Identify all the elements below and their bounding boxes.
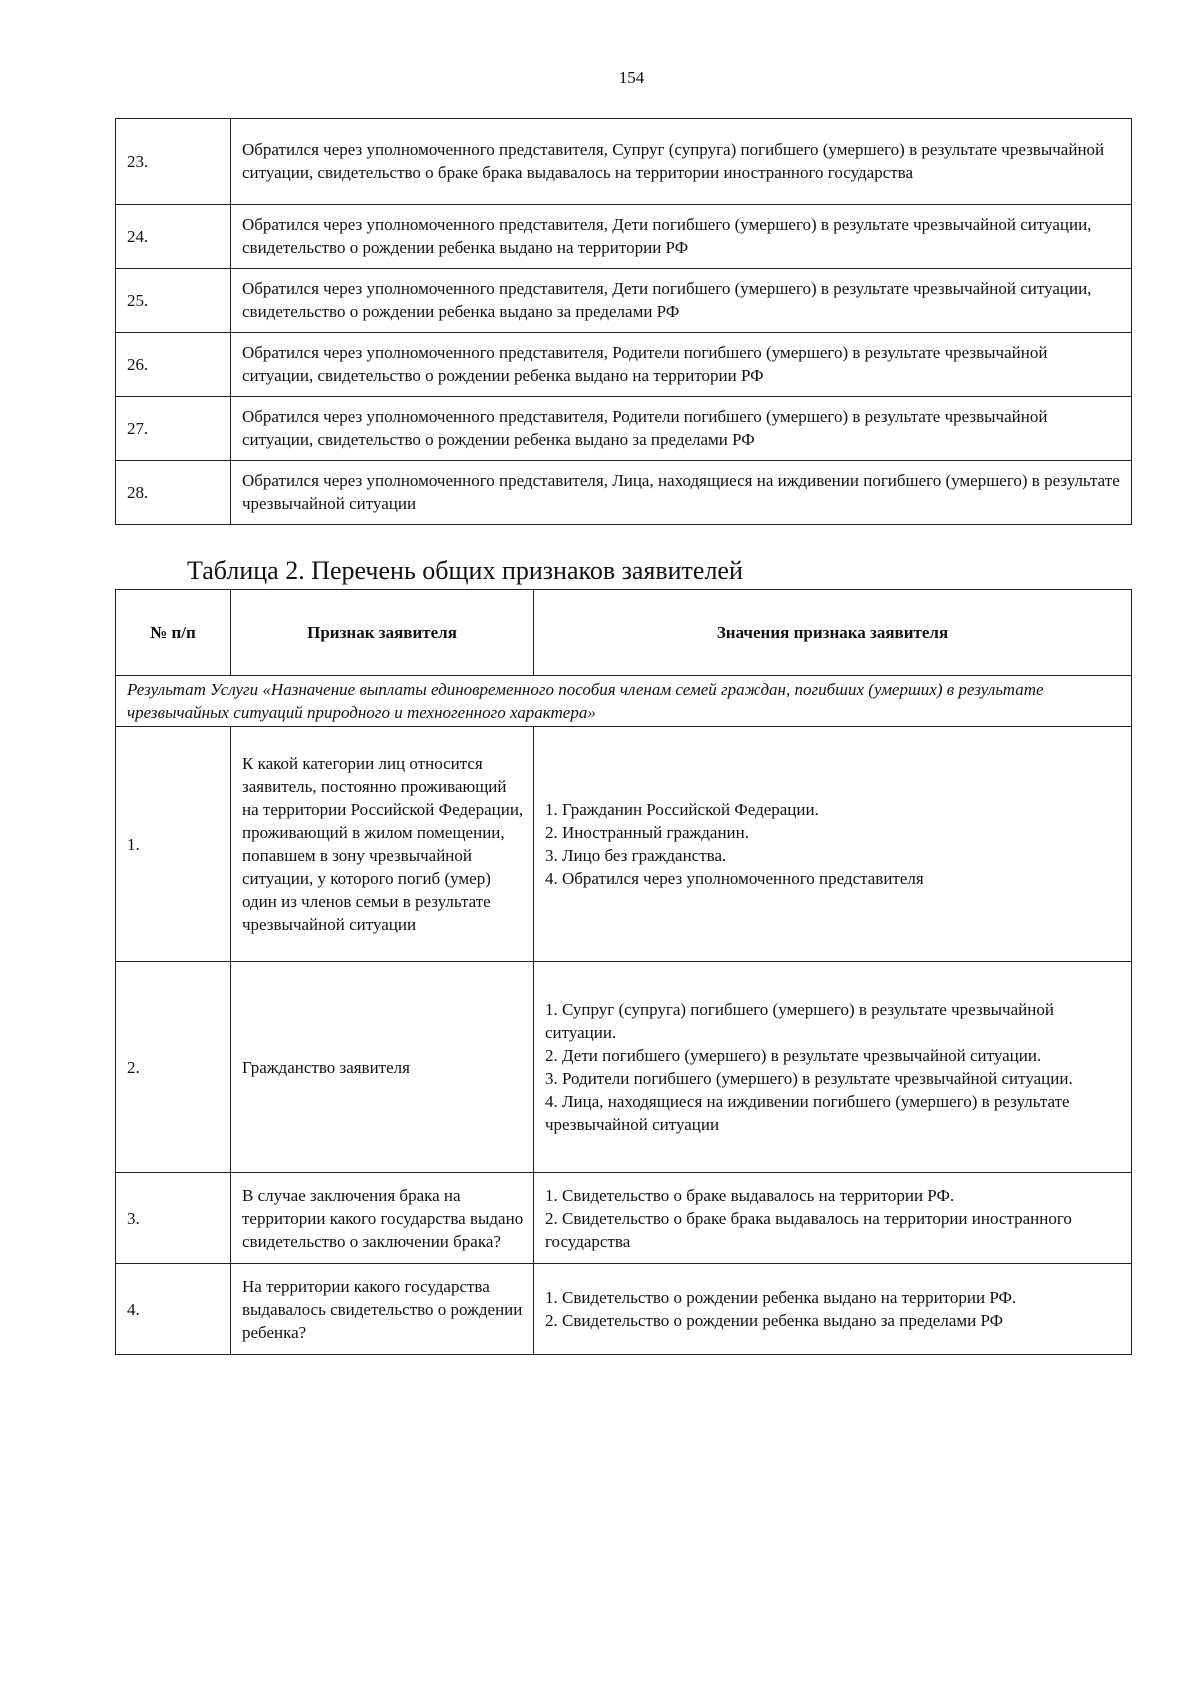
- row-text: Обратился через уполномоченного представителя, Родители погибшего (умершего) в результате чрезвычайной ситуации, свидетельство о рождении ребенка выдано на территории РФ: [231, 333, 1132, 397]
- value-item: 2. Свидетельство о браке брака выдавалось на территории иностранного государства: [545, 1208, 1072, 1251]
- applicant-features-table: [115, 589, 1132, 1355]
- row-text: Обратился через уполномоченного представителя, Дети погибшего (умершего) в результате чрезвычайной ситуации, свидетельство о рождении ребенка выдано на территории РФ: [231, 205, 1132, 269]
- row-text: Обратился через уполномоченного представителя, Родители погибшего (умершего) в результате чрезвычайной ситуации, свидетельство о рождении ребенка выдано за пределами РФ: [231, 397, 1132, 461]
- row-text: Обратился через уполномоченного представителя, Лица, находящиеся на иждивении погибшего (умершего) в результате чрезвычайной ситуации: [231, 461, 1132, 525]
- table-row: [116, 962, 1132, 1173]
- row-number: 23.: [116, 119, 231, 205]
- feature-values: [534, 1264, 1132, 1355]
- table-row: [116, 205, 1132, 269]
- table-row: [116, 119, 1132, 205]
- page-number: 154: [618, 68, 645, 87]
- continuation-table: [115, 118, 1132, 525]
- table-header-row: [116, 590, 1132, 676]
- row-number: 27.: [116, 397, 231, 461]
- value-item: 1. Гражданин Российской Федерации.: [545, 800, 819, 819]
- table-row: [116, 333, 1132, 397]
- value-item: 1. Свидетельство о браке выдавалось на территории РФ.: [545, 1185, 955, 1205]
- feature-text: К какой категории лиц относится заявитель, постоянно проживающий на территории Российской Федерации, проживающий в жилом помещении, попавшем в зону чрезвычайной ситуации, у которого погиб (умер) один из членов семьи в результате чрезвычайной ситуации: [231, 727, 534, 962]
- row-number: 28.: [116, 461, 231, 525]
- column-header-values: Значения признака заявителя: [534, 590, 1132, 676]
- value-item: 2. Свидетельство о рождении ребенка выдано за пределами РФ: [545, 1311, 1004, 1330]
- value-item: 3. Лицо без гражданства.: [545, 846, 727, 865]
- row-number: 26.: [116, 333, 231, 397]
- value-item: 2. Дети погибшего (умершего) в результате чрезвычайной ситуации.: [545, 1046, 1042, 1065]
- row-text: Обратился через уполномоченного представителя, Супруг (супруга) погибшего (умершего) в результате чрезвычайной ситуации, свидетельство о браке брака выдавалось на территории иностранного государства: [231, 119, 1132, 205]
- row-number: 24.: [116, 205, 231, 269]
- feature-text: В случае заключения брака на территории какого государства выдано свидетельство о заключении брака?: [231, 1173, 534, 1264]
- row-number: 4.: [116, 1264, 231, 1355]
- table-row: [116, 461, 1132, 525]
- value-item: 1. Свидетельство о рождении ребенка выдано на территории РФ.: [545, 1288, 1017, 1307]
- table-row: [116, 727, 1132, 962]
- row-number: 3.: [116, 1173, 231, 1264]
- value-item: 2. Иностранный гражданин.: [545, 823, 749, 842]
- value-item: 4. Обратился через уполномоченного представителя: [545, 869, 924, 888]
- row-number: 25.: [116, 269, 231, 333]
- feature-text: На территории какого государства выдавалось свидетельство о рождении ребенка?: [231, 1264, 534, 1355]
- table-row: [116, 269, 1132, 333]
- feature-text: Гражданство заявителя: [231, 962, 534, 1173]
- value-item: 3. Родители погибшего (умершего) в результате чрезвычайной ситуации.: [545, 1069, 1073, 1088]
- result-row: [116, 676, 1132, 727]
- feature-values: [534, 727, 1132, 962]
- feature-values: [534, 962, 1132, 1173]
- row-number: 2.: [116, 962, 231, 1173]
- row-text: Обратился через уполномоченного представителя, Дети погибшего (умершего) в результате чрезвычайной ситуации, свидетельство о рождении ребенка выдано за пределами РФ: [231, 269, 1132, 333]
- value-item: 1. Супруг (супруга) погибшего (умершего) в результате чрезвычайной ситуации.: [545, 1000, 1054, 1042]
- service-result-text: Результат Услуги «Назначение выплаты единовременного пособия членам семей граждан, погибших (умерших) в результате чрезвычайных ситуаций природного и техногенного характера»: [116, 676, 1132, 727]
- column-header-feature: Признак заявителя: [231, 590, 534, 676]
- table-title: Таблица 2. Перечень общих признаков заявителей: [187, 556, 743, 585]
- table-row: [116, 1264, 1132, 1355]
- column-header-number: № п/п: [116, 590, 231, 676]
- feature-values: [534, 1173, 1132, 1264]
- row-number: 1.: [116, 727, 231, 962]
- table-row: [116, 1173, 1132, 1264]
- table-row: [116, 397, 1132, 461]
- value-item: 4. Лица, находящиеся на иждивении погибшего (умершего) в результате чрезвычайной ситуации: [545, 1092, 1070, 1134]
